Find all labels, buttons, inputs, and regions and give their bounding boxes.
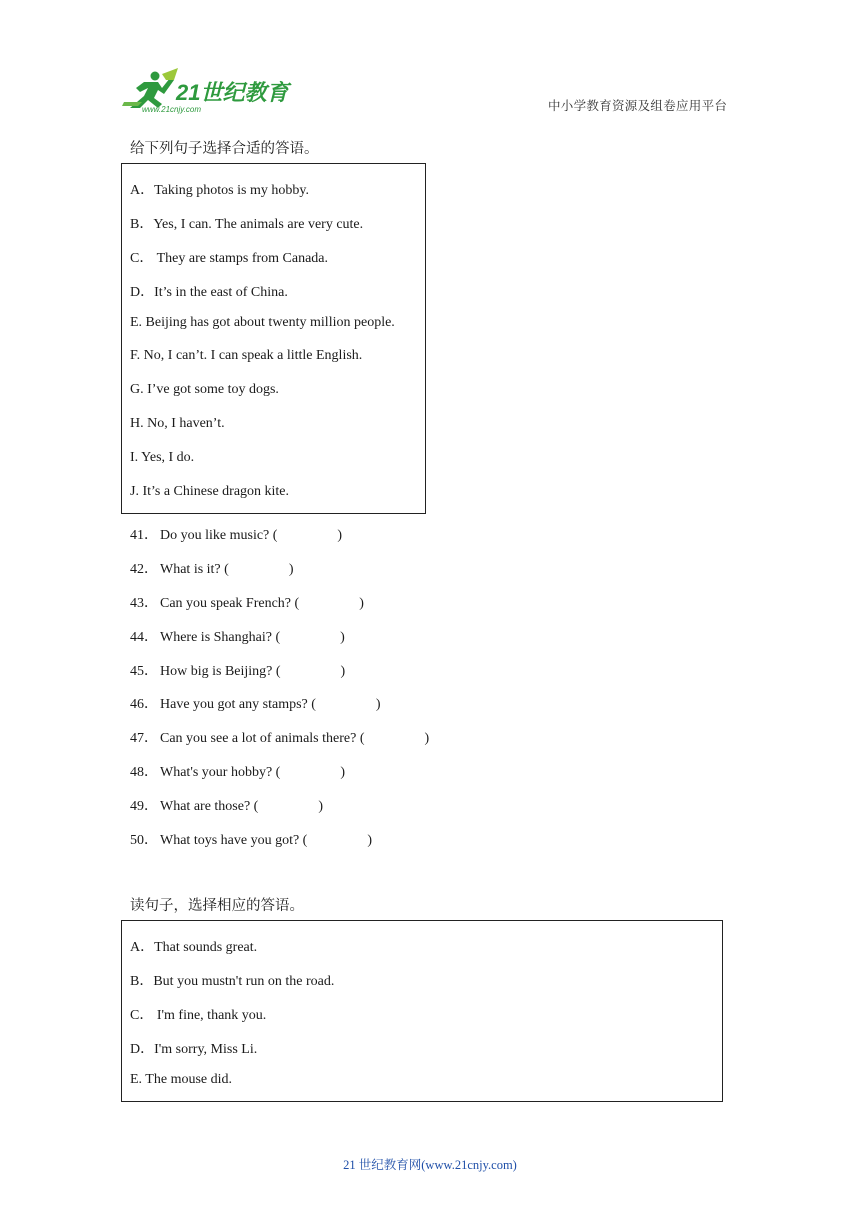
option-i: I. Yes, I do.: [130, 450, 195, 465]
question-47: [130, 727, 429, 747]
option-c: C． They are stamps from Canada.: [130, 251, 329, 266]
option-d: D．It’s in the east of China.: [130, 285, 288, 300]
question-45: [130, 660, 345, 680]
question-text: What is it? (: [160, 562, 229, 577]
question-close: ): [340, 630, 345, 645]
question-number: 50．: [130, 833, 158, 848]
site-logo: [122, 68, 292, 116]
question-close: ): [424, 731, 430, 746]
question-41: [130, 524, 342, 544]
section2-heading: 读句子，选择相应的答语。: [130, 898, 304, 914]
question-close: ): [288, 562, 294, 577]
question-number: 46．: [130, 697, 158, 712]
section2-options-box: [121, 920, 723, 1102]
question-number: 43．: [130, 596, 158, 611]
question-44: [130, 626, 345, 646]
question-close: ): [340, 664, 346, 679]
question-text: Have you got any stamps? (: [160, 697, 316, 712]
question-46: [130, 693, 381, 713]
question-close: ): [367, 833, 373, 848]
option-e: E. The mouse did.: [130, 1072, 233, 1087]
platform-label: 中小学教育资源及组卷应用平台: [548, 99, 728, 113]
option-d: D．I'm sorry, Miss Li.: [130, 1042, 258, 1057]
question-number: 48．: [130, 765, 158, 780]
question-text: What toys have you got? (: [160, 833, 308, 848]
question-text: What's your hobby? (: [160, 765, 281, 780]
option-h: H. No, I haven’t.: [130, 416, 225, 431]
question-close: ): [359, 596, 364, 611]
question-42: [130, 558, 293, 578]
option-c: C． I'm fine, thank you.: [130, 1008, 267, 1023]
question-43: [130, 592, 364, 612]
question-50: [130, 829, 372, 849]
svg-text:21世纪教育: 21世纪教育: [176, 80, 289, 105]
question-close: ): [340, 765, 345, 780]
runner-logo-icon: [122, 68, 292, 116]
question-number: 45．: [130, 664, 158, 679]
question-number: 41．: [130, 528, 158, 543]
question-number: 47．: [130, 731, 158, 746]
question-close: ): [318, 799, 324, 814]
section1-options-box: [121, 163, 426, 514]
question-text: Where is Shanghai? (: [160, 630, 281, 645]
question-text: Can you see a lot of animals there? (: [160, 731, 365, 746]
question-text: What are those? (: [160, 799, 259, 814]
question-number: 42．: [130, 562, 158, 577]
option-e: E. Beijing has got about twenty million people.: [130, 315, 395, 330]
option-g: G. I’ve got some toy dogs.: [130, 382, 279, 397]
page-footer[interactable]: 21 世纪教育网(www.21cnjy.com): [343, 1158, 517, 1172]
question-48: [130, 761, 345, 781]
svg-text:www.21cnjy.com: www.21cnjy.com: [142, 105, 201, 114]
question-49: [130, 795, 323, 815]
option-f: F. No, I can’t. I can speak a little English.: [130, 348, 363, 363]
section1-heading: 给下列句子选择合适的答语。: [130, 141, 319, 157]
option-j: J. It’s a Chinese dragon kite.: [130, 484, 290, 499]
question-text: How big is Beijing? (: [160, 664, 281, 679]
question-number: 44．: [130, 630, 158, 645]
option-a: A．Taking photos is my hobby.: [130, 183, 309, 198]
question-text: Do you like music? (: [160, 528, 278, 543]
option-a: A．That sounds great.: [130, 940, 258, 955]
question-number: 49．: [130, 799, 158, 814]
option-b: B．Yes, I can. The animals are very cute.: [130, 217, 364, 232]
question-close: ): [337, 528, 343, 543]
question-close: ): [375, 697, 381, 712]
question-text: Can you speak French? (: [160, 596, 300, 611]
option-b: B．But you mustn't run on the road.: [130, 974, 335, 989]
